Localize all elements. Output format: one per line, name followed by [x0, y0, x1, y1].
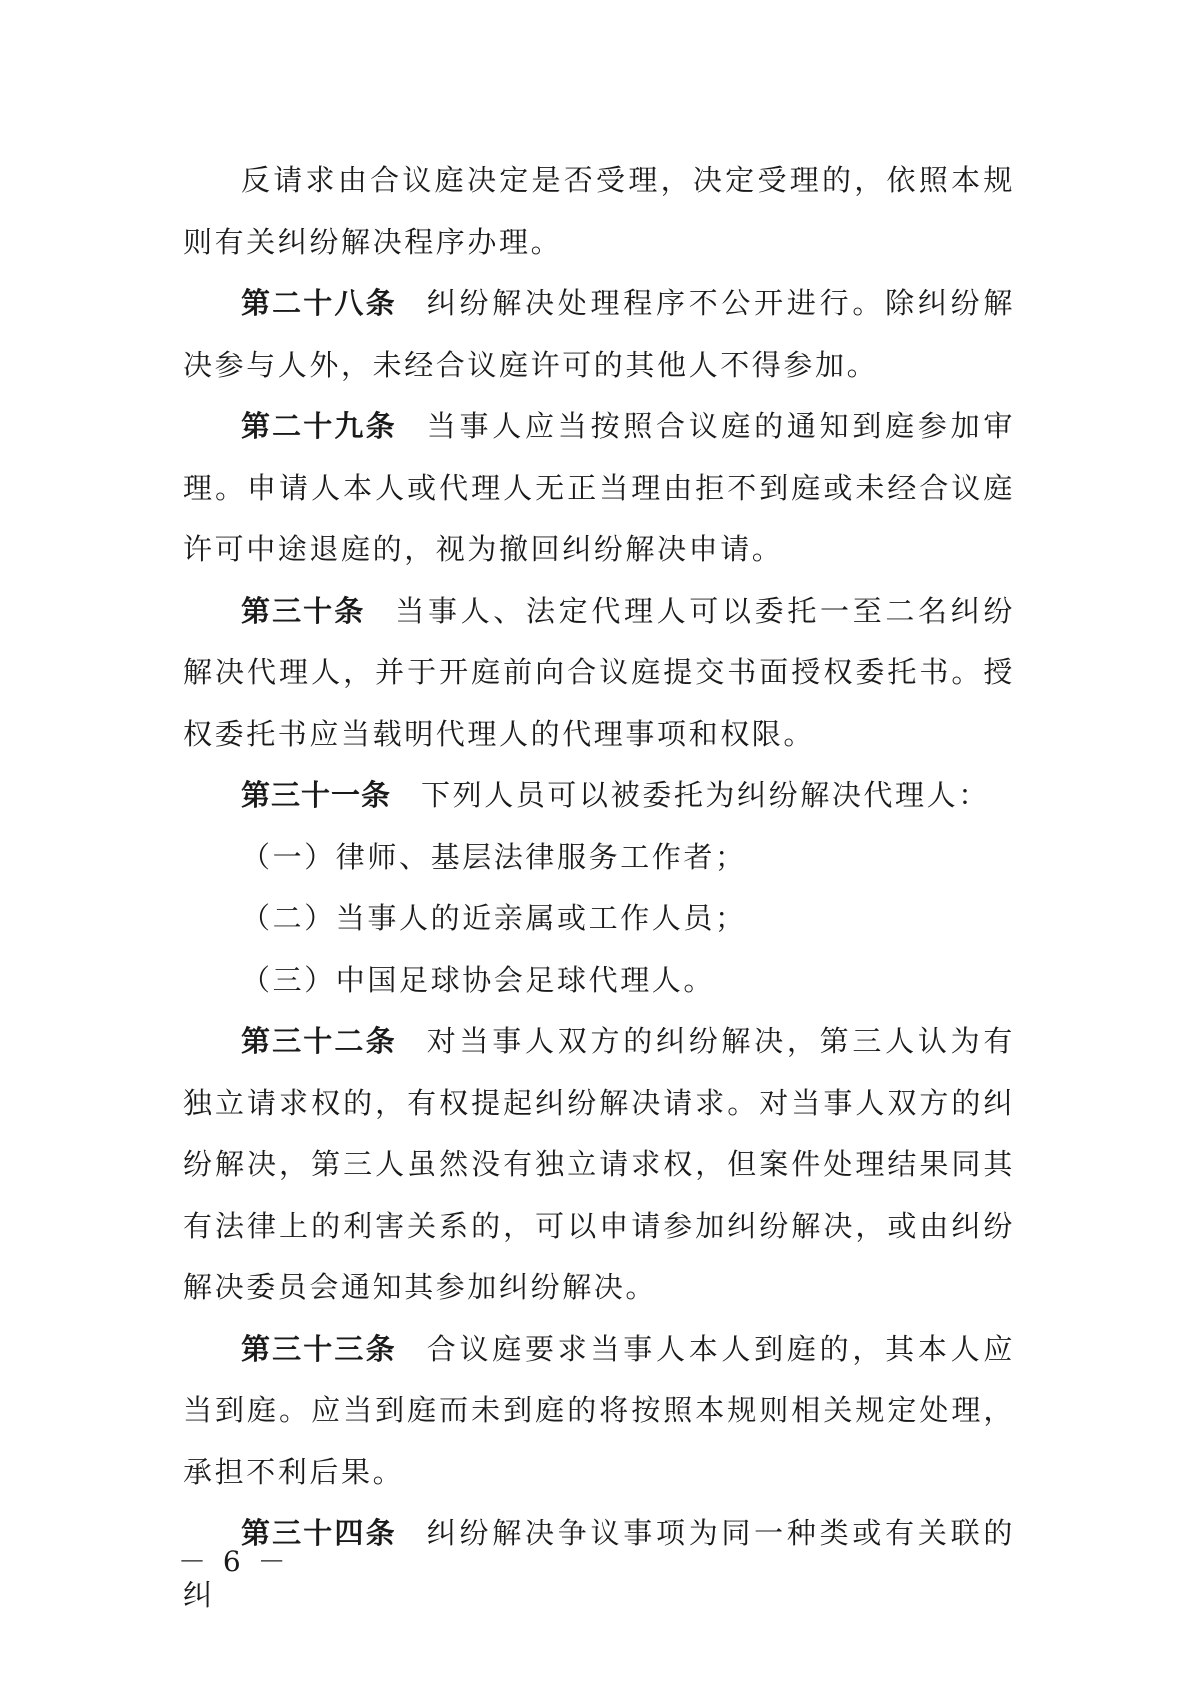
article-number: 第二十八条: [241, 286, 397, 320]
article-31: [183, 765, 1015, 827]
paragraph-counterclaim: [183, 150, 1015, 273]
article-text: 对当事人双方的纠纷解决，第三人认为有独立请求权的，有权提起纠纷解决请求。对当事人双方的纠纷解决，第三人虽然没有独立请求权，但案件处理结果同其有法律上的利害关系的，可以申请参加纠纷解决，或由纠纷解决委员会通知其参加纠纷解决。: [183, 1024, 1015, 1304]
article-28: [183, 273, 1015, 396]
article-number: 第三十四条: [241, 1516, 397, 1550]
article-30: [183, 581, 1015, 766]
article-text: 当事人、法定代理人可以委托一至二名纠纷解决代理人，并于开庭前向合议庭提交书面授权委托书。授权委托书应当载明代理人的代理事项和权限。: [183, 593, 1015, 751]
article-number: 第三十条: [241, 593, 366, 628]
article-text: 纠纷解决处理程序不公开进行。除纠纷解决参与人外，未经合议庭许可的其他人不得参加。: [183, 286, 1015, 382]
article-number: 第三十一条: [241, 778, 392, 812]
list-item: （一）律师、基层法律服务工作者；: [241, 839, 747, 874]
article-32: [183, 1011, 1015, 1319]
article-text: 合议庭要求当事人本人到庭的，其本人应当到庭。应当到庭而未到庭的将按照本规则相关规定处理，承担不利后果。: [183, 1331, 1015, 1489]
article-text: 当事人应当按照合议庭的通知到庭参加审理。申请人本人或代理人无正当理由拒不到庭或未经合议庭许可中途退庭的，视为撤回纠纷解决申请。: [183, 409, 1015, 566]
article-29: [183, 396, 1015, 581]
list-item: （二）当事人的近亲属或工作人员；: [241, 901, 747, 935]
article-text: 纠纷解决争议事项为同一种类或有关联的纠: [183, 1516, 1015, 1612]
page-number: － 6 －: [178, 1545, 290, 1578]
article-34: [183, 1503, 1015, 1626]
document-body: [183, 150, 1015, 1626]
paragraph-text: 反请求由合议庭决定是否受理，决定受理的，依照本规则有关纠纷解决程序办理。: [183, 163, 1015, 259]
article-text: 下列人员可以被委托为纠纷解决代理人：: [421, 778, 990, 812]
article-number: 第三十二条: [241, 1024, 397, 1058]
article-33: [183, 1319, 1015, 1504]
article-number: 第二十九条: [241, 409, 397, 443]
article-number: 第三十三条: [241, 1331, 397, 1366]
list-item: （三）中国足球协会足球代理人。: [241, 962, 716, 997]
